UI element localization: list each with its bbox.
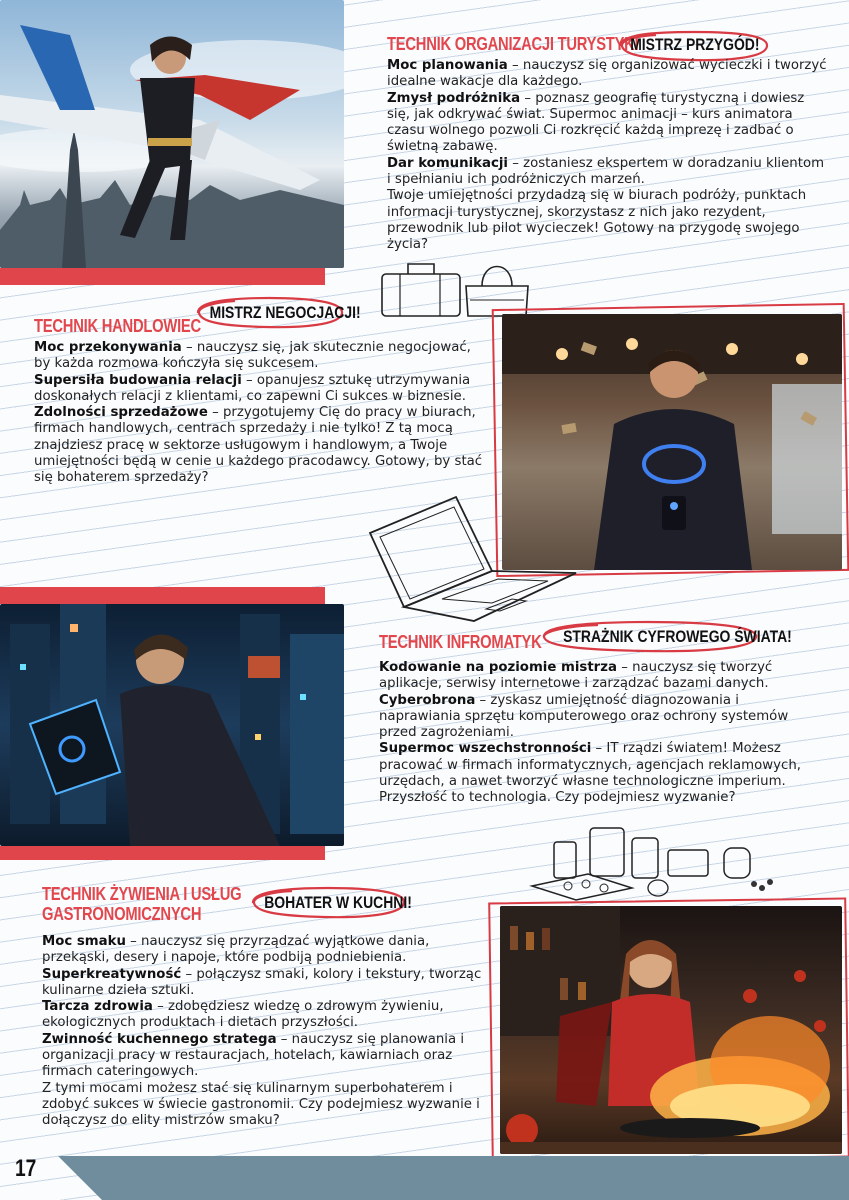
section-divider-bar <box>0 587 325 604</box>
page-number: 17 <box>15 1155 37 1182</box>
footer-band <box>58 1156 849 1200</box>
list-item: Moc smaku – nauczysz się przyrządzać wyjątkowe dania, przekąski, desery i napoje, które podbiją podniebienia. <box>42 934 430 966</box>
chef-superhero-photo <box>500 906 842 1154</box>
section-text-tourism <box>387 58 827 254</box>
list-item: Moc przekonywania – nauczysz się, jak skutecznie negocjować, by każda rozmowa kończyła się sukcesem. <box>34 340 471 372</box>
kitchen-ingredients-sketch-icon <box>528 822 778 902</box>
badge-guardian-digital-world: STRAŻNIK CYFROWEGO ŚWIATA! <box>538 620 760 652</box>
list-item: Superkreatywność – połączysz smaki, kolory i tekstury, tworząc kulinarne dzieła sztuki. <box>42 966 482 998</box>
list-item: Moc planowania – nauczysz się organizować wycieczki i tworzyć idealne wakacje dla każdego. <box>387 58 827 90</box>
list-item: Cyberobrona – zyskasz umiejętność diagnozowania i naprawiania sprzętu komputerowego oraz ochrony systemów przed zagrożeniami. <box>379 692 789 741</box>
laptop-sketch-icon <box>362 495 582 625</box>
section-text-gastronomy <box>42 934 490 1130</box>
flying-superhero-photo <box>0 0 344 268</box>
closing-text: Twoje umiejętności przydadzą się w biurach podróży, punktach informacji turystycznej, skorzystasz z nich jako rezydent, przewodnik lub pilot wycieczek! Gotowy na przygodę swojego życia? <box>387 188 807 253</box>
closing-text: Z tymi mocami możesz stać się kulinarnym superbohaterem i zdobyć sukces w świecie gastronomii. Czy podejmiesz wyzwanie i dołączysz do elity mistrzów smaku? <box>42 1080 480 1129</box>
list-item: Dar komunikacji – zostaniesz ekspertem w doradzaniu klientom i spełnianiu ich podróżniczych marzeń. <box>387 155 825 188</box>
list-item: Zdolności sprzedażowe – przygotujemy Cię do pracy w biurach, firmach handlowych, centrach sprzedaży i nie tylko! Z tą mocą znajdziesz pracę w sektorze usługowym i handlowym, a Twoje umiejętności będą w cenie u każdego pracodawcy. Gotowy, by stać się bohaterem sprzedaży? <box>34 405 483 486</box>
list-item: Supermoc wszechstronności – IT rządzi światem! Możesz pracować w firmach informatycznych, agencjach reklamowych, urzędach, a nawet tworzyć własne technologiczne imperium. Przyszłość to technologia. Czy podejmiesz wyzwanie? <box>379 741 801 806</box>
section-title-it: TECHNIK INFROMATYK <box>379 632 542 652</box>
list-item: Zmysł podróżnika – poznasz geografię turystyczną i dowiesz się, jak odkrywać świat. Supermoc animacji – kurs animatora czasu wolnego pozwoli Ci rozkręcić każdą imprezę i zadbać o świetną zabawę. <box>387 90 805 155</box>
section-text-it <box>379 660 819 807</box>
section-text-sales <box>34 340 484 487</box>
list-item: Zwinność kuchennego stratega – nauczysz się planowania i organizacji pracy w restauracjach, hotelach, kawiarniach oraz firmach cateringowych. <box>42 1031 465 1080</box>
badge-master-adventures: MISTRZ PRZYGÓD! <box>616 30 771 60</box>
section-divider-bar <box>0 846 325 860</box>
section-divider-bar <box>0 268 325 285</box>
badge-master-negotiations: MISTRZ NEGOCJACJI! <box>193 296 345 328</box>
badge-kitchen-hero: BOHATER W KUCHNI! <box>248 886 408 918</box>
it-superhero-photo <box>0 604 344 846</box>
list-item: Kodowanie na poziomie mistrza – nauczysz się tworzyć aplikacje, serwisy internetowe i zarządzać bazami danych. <box>379 660 773 692</box>
section-title-sales: TECHNIK HANDLOWIEC <box>34 316 201 336</box>
section-title-tourism: TECHNIK ORGANIZACJI TURYSTYKI <box>387 34 639 54</box>
list-item: Tarcza zdrowia – zdobędziesz wiedzę o zdrowym żywieniu, ekologicznych produktach i dietach przyszłości. <box>42 999 444 1031</box>
list-item: Supersiła budowania relacji – opanujesz sztukę utrzymywania doskonałych relacji z klientami, co zapewni Ci sukces w biznesie. <box>34 372 471 404</box>
section-title-gastronomy: TECHNIK ŻYWIENIA I USŁUG GASTRONOMICZNYCH <box>42 884 242 924</box>
